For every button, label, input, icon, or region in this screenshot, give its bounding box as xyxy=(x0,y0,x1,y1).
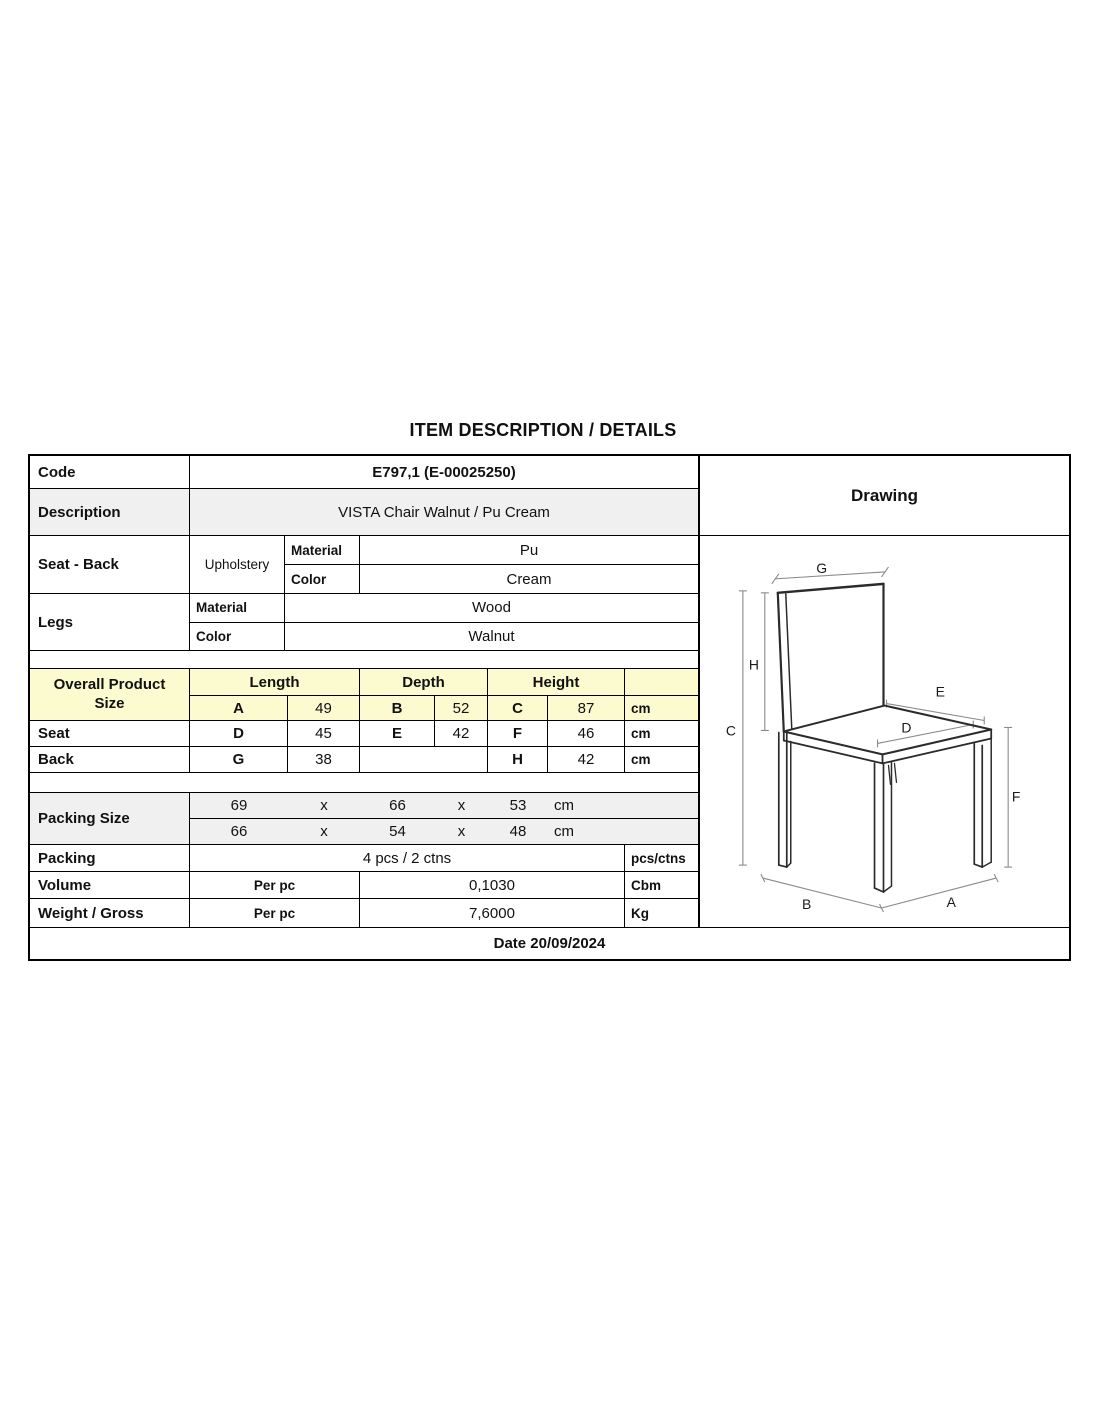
dim-label-b: B xyxy=(802,895,812,912)
seat-back-color-row xyxy=(285,565,698,593)
description-row xyxy=(30,489,698,536)
legs-color-value: Walnut xyxy=(468,627,515,645)
dim-label-c: C xyxy=(725,722,736,739)
dim-e-letter: E xyxy=(360,721,435,746)
description-value: VISTA Chair Walnut / Pu Cream xyxy=(338,503,550,521)
size-overall-row xyxy=(190,696,698,720)
legs-material-row xyxy=(190,594,698,623)
packing-size-group xyxy=(30,793,698,845)
size-seat-unit: cm xyxy=(631,726,651,741)
page-title: ITEM DESCRIPTION / DETAILS xyxy=(409,420,677,440)
weight-value: 7,6000 xyxy=(360,899,625,927)
spacer xyxy=(30,773,698,793)
volume-value: 0,1030 xyxy=(360,872,625,898)
length-header: Length xyxy=(190,669,360,695)
seat-back-material-label: Material xyxy=(285,536,360,564)
dim-c-value: 87 xyxy=(548,696,625,720)
legs-group xyxy=(30,594,698,651)
size-overall-unit: cm xyxy=(631,700,651,716)
dimension-labels xyxy=(726,560,1021,912)
dim-label-d: D xyxy=(901,719,912,736)
spacer xyxy=(30,651,698,669)
dim-label-e: E xyxy=(935,683,946,700)
chair-outline xyxy=(778,584,991,892)
chair-drawing-svg xyxy=(700,536,1069,927)
back-depth-blank xyxy=(360,747,488,772)
date-row xyxy=(30,927,1069,959)
pack1-x2: x xyxy=(457,797,466,814)
drawing-section xyxy=(700,456,1069,927)
pack1-blank xyxy=(625,793,698,818)
dim-label-f: F xyxy=(1011,788,1021,805)
dim-h-letter: H xyxy=(488,747,548,772)
seat-back-material-value: Pu xyxy=(519,541,539,559)
seat-back-label: Seat - Back xyxy=(30,536,190,593)
dim-g-value: 38 xyxy=(288,747,360,772)
dim-label-g: G xyxy=(816,559,828,576)
size-header-row xyxy=(190,669,698,696)
volume-unit: Cbm xyxy=(631,877,661,893)
depth-header: Depth xyxy=(360,669,488,695)
dim-label-h: H xyxy=(748,656,759,673)
packing-size-row-1 xyxy=(190,793,698,819)
seat-row-label: Seat xyxy=(30,721,190,746)
size-corner-label: Overall Product Size xyxy=(30,669,190,720)
dim-h-value: 42 xyxy=(548,747,625,772)
pack2-d3: 48 xyxy=(509,823,527,840)
dim-f-value: 46 xyxy=(548,721,625,746)
pack2-d2: 54 xyxy=(389,823,406,840)
packing-label: Packing xyxy=(30,845,190,871)
dim-a-letter: A xyxy=(190,696,288,720)
seat-back-group xyxy=(30,536,698,594)
legs-label: Legs xyxy=(30,594,190,650)
weight-label: Weight / Gross xyxy=(30,899,190,927)
dim-e-value: 42 xyxy=(435,721,488,746)
size-seat-row xyxy=(30,721,698,747)
pack2-x1: x xyxy=(320,823,328,840)
legs-color-row xyxy=(190,623,698,651)
dim-a-value: 49 xyxy=(288,696,360,720)
code-label: Code xyxy=(30,456,190,488)
dim-d-letter: D xyxy=(190,721,288,746)
pack1-x1: x xyxy=(320,797,328,814)
dim-f-letter: F xyxy=(488,721,548,746)
pack1-d3: 53 xyxy=(509,797,527,814)
pack2-x2: x xyxy=(457,823,466,840)
legs-material-value: Wood xyxy=(472,599,511,617)
upholstery-label: Upholstery xyxy=(190,536,285,593)
size-table-top xyxy=(30,669,698,721)
packing-value: 4 pcs / 2 ctns xyxy=(190,845,625,871)
date-text: Date 20/09/2024 xyxy=(493,935,606,952)
pack1-d1: 69 xyxy=(230,797,248,814)
weight-per-pc: Per pc xyxy=(190,899,360,927)
drawing-area xyxy=(700,536,1069,927)
size-back-row xyxy=(30,747,698,773)
seat-back-color-value: Cream xyxy=(506,570,552,588)
legs-color-label: Color xyxy=(190,623,285,651)
pack2-blank xyxy=(625,819,698,844)
packing-unit: pcs/ctns xyxy=(631,850,686,866)
legs-material-label: Material xyxy=(190,594,285,622)
dim-label-a: A xyxy=(946,893,956,910)
volume-per-pc: Per pc xyxy=(190,872,360,898)
dim-b-letter: B xyxy=(360,696,435,720)
seat-back-color-label: Color xyxy=(285,565,360,593)
description-label: Description xyxy=(30,489,190,535)
details-section xyxy=(30,456,700,927)
back-row-label: Back xyxy=(30,747,190,772)
pack1-d2: 66 xyxy=(389,797,406,814)
drawing-header: Drawing xyxy=(700,456,1069,536)
packing-row xyxy=(30,845,698,872)
weight-row xyxy=(30,899,698,927)
volume-label: Volume xyxy=(30,872,190,898)
volume-row xyxy=(30,872,698,899)
pack1-unit: cm xyxy=(554,797,574,814)
packing-size-label: Packing Size xyxy=(30,793,190,844)
dim-b-value: 52 xyxy=(435,696,488,720)
size-header-blank xyxy=(625,669,698,695)
height-header: Height xyxy=(488,669,625,695)
weight-unit: Kg xyxy=(631,905,649,921)
dim-d-value: 45 xyxy=(288,721,360,746)
code-row xyxy=(30,456,698,489)
pack2-d1: 66 xyxy=(230,823,248,840)
spec-table-main xyxy=(30,456,1069,927)
code-value: E797,1 (E-00025250) xyxy=(372,463,516,481)
pack2-unit: cm xyxy=(554,823,574,840)
dim-g-letter: G xyxy=(190,747,288,772)
size-back-unit: cm xyxy=(631,752,651,767)
spec-table xyxy=(28,454,1071,961)
seat-back-material-row xyxy=(285,536,698,565)
packing-size-row-2 xyxy=(190,819,698,844)
dim-c-letter: C xyxy=(488,696,548,720)
